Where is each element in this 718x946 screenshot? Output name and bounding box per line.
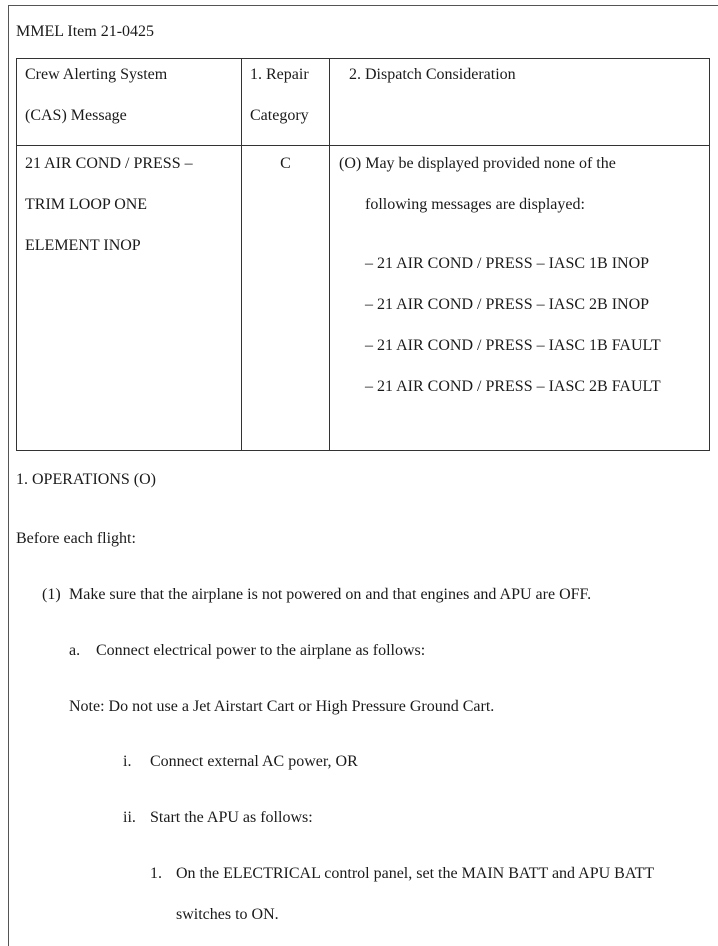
header-dispatch-consideration <box>330 59 710 146</box>
step-i-text: Connect external AC power, OR <box>150 753 358 770</box>
dispatch-text-line1: (O) May be displayed provided none of the <box>339 155 616 172</box>
header-repair-category <box>242 59 330 146</box>
header-repair-line2: Category <box>250 107 309 124</box>
step-i-number: i. <box>123 753 132 770</box>
dispatch-text-line2: following messages are displayed: <box>365 196 585 213</box>
step-a-text: Connect electrical power to the airplane as follows: <box>96 642 426 659</box>
mmel-table <box>16 58 710 451</box>
repair-category-value: C <box>280 155 291 172</box>
header-cas-line2: (CAS) Message <box>25 107 127 124</box>
header-repair-line1: 1. Repair <box>250 66 309 83</box>
header-cas-message <box>17 59 242 146</box>
dispatch-message-item: – 21 AIR COND / PRESS – IASC 2B FAULT <box>365 378 661 395</box>
note-text: Note: Do not use a Jet Airstart Cart or High Pressure Ground Cart. <box>69 698 495 715</box>
dispatch-message-item: – 21 AIR COND / PRESS – IASC 1B FAULT <box>365 337 661 354</box>
operations-heading: 1. OPERATIONS (O) <box>16 471 156 488</box>
substep-1-text-line1: On the ELECTRICAL control panel, set the MAIN BATT and APU BATT <box>176 865 655 882</box>
cell-cas-message <box>17 146 242 451</box>
step-ii-number: ii. <box>123 809 136 826</box>
table-header-row <box>17 59 710 146</box>
substep-1-text-line2: switches to ON. <box>176 906 279 923</box>
mmel-item-title: MMEL Item 21-0425 <box>16 23 155 40</box>
cas-message-line: TRIM LOOP ONE <box>25 196 148 213</box>
cell-repair-category <box>242 146 330 451</box>
step-1-text: Make sure that the airplane is not powered on and that engines and APU are OFF. <box>69 586 592 603</box>
step-1-number: (1) <box>42 586 61 603</box>
substep-1-number: 1. <box>150 865 162 882</box>
cas-message-line: 21 AIR COND / PRESS – <box>25 155 193 172</box>
before-flight-label: Before each flight: <box>16 530 136 547</box>
header-dispatch-label: 2. Dispatch Consideration <box>349 66 516 83</box>
cas-message-line: ELEMENT INOP <box>25 237 141 254</box>
step-ii-text: Start the APU as follows: <box>150 809 313 826</box>
header-cas-line1: Crew Alerting System <box>25 66 168 83</box>
cell-dispatch-consideration <box>330 146 710 451</box>
dispatch-message-item: – 21 AIR COND / PRESS – IASC 1B INOP <box>365 255 650 272</box>
step-a-number: a. <box>69 642 81 659</box>
table-row <box>17 146 710 451</box>
dispatch-message-item: – 21 AIR COND / PRESS – IASC 2B INOP <box>365 296 650 313</box>
